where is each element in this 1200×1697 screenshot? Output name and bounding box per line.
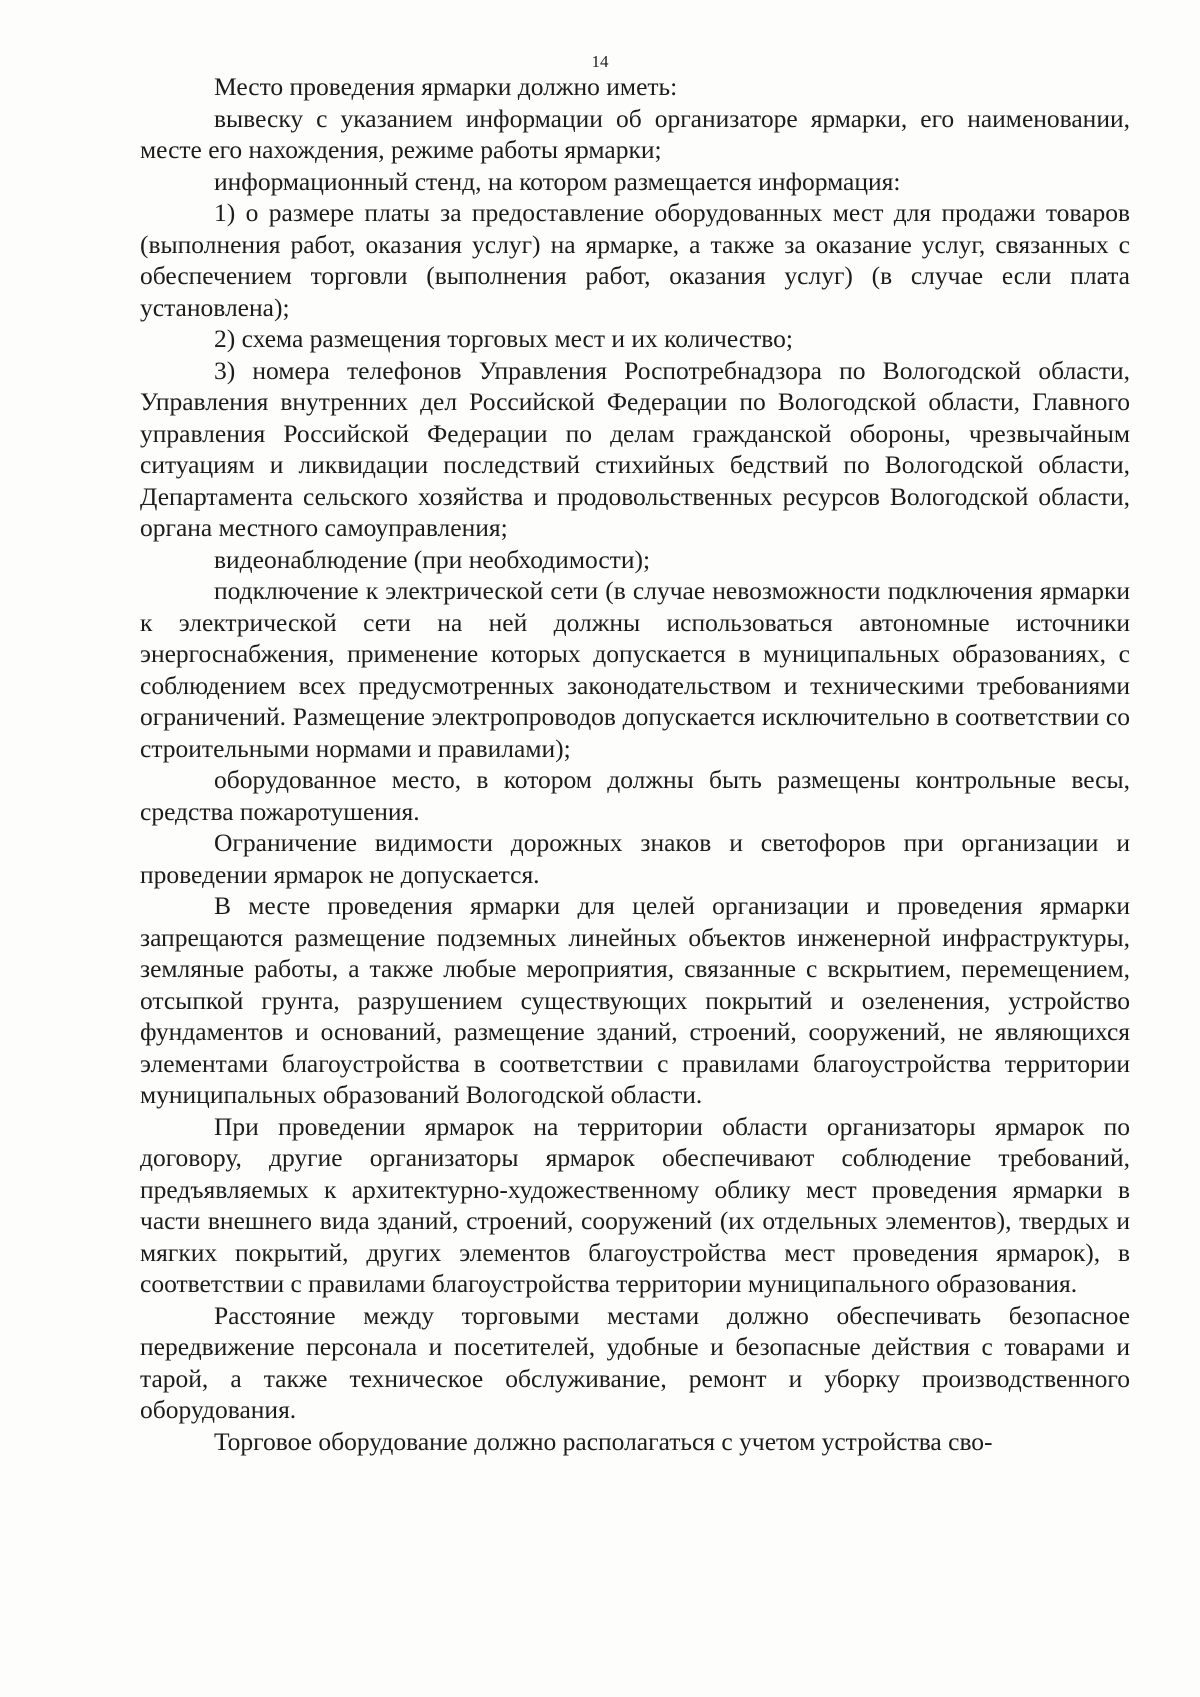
paragraph: Место проведения ярмарки должно иметь: [214,72,678,101]
body-text [140,71,1130,1457]
page-number: 14 [591,52,609,71]
paragraph: Ограничение видимости дорожных знаков и светофоров при организации и проведении ярмарок не допускается. [140,828,1130,889]
paragraph: оборудованное место, в котором должны быть размещены контрольные весы, средства пожаротушения. [140,765,1130,826]
paragraph: 3) номера телефонов Управления Роспотребнадзора по Вологодской области, Управления внутренних дел Российской Федерации по Вологодской области, Главного управления Российской Федерации по делам гражданской обороны, чрезвычайным ситуациям и ликвидации последствий стихийных бедствий по Вологодской области, Департамента сельского хозяйства и продовольственных ресурсов Вологодской области, органа местного самоуправления; [140,355,1130,542]
paragraph: вывеску с указанием информации об организаторе ярмарки, его наименовании, месте его нахождения, режиме работы ярмарки; [140,103,1130,164]
paragraph: Расстояние между торговыми местами должно обеспечивать безопасное передвижение персонала и посетителей, удобные и безопасные действия с товарами и тарой, а также техническое обслуживание, ремонт и уборку производственного оборудования. [140,1300,1130,1424]
paragraph: 1) о размере платы за предоставление оборудованных мест для продажи товаров (выполнения работ, оказания услуг) на ярмарке, а также за оказание услуг, связанных с обеспечением торговли (выполнения работ, оказания услуг) (в случае если плата установлена); [140,198,1130,322]
paragraph: видеонаблюдение (при необходимости); [214,544,651,574]
paragraph: 2) схема размещения торговых мест и их количество; [214,324,793,353]
paragraph: Торговое оборудование должно располагаться с учетом устройства сво- [214,1426,993,1456]
paragraph: При проведении ярмарок на территории области организаторы ярмарок по договору, другие организаторы ярмарок обеспечивают соблюдение требований, предъявляемых к архитектурно-художественному облику мест проведения ярмарки в части внешнего вида зданий, строений, сооружений (их отдельных элементов), твердых и мягких покрытий, других элементов благоустройства мест проведения ярмарок), в соответствии с правилами благоустройства территории муниципального образования. [140,1111,1130,1298]
paragraph: информационный стенд, на котором размещается информация: [214,166,901,196]
paragraph: подключение к электрической сети (в случае невозможности подключения ярмарки к электрической сети на ней должны использоваться автономные источники энергоснабжения, применение которых допускается в муниципальных образованиях, с соблюдением всех предусмотренных законодательством и техническими требованиями ограничений. Размещение электропроводов допускается исключительно в соответствии со строительными нормами и правилами); [140,576,1130,763]
paragraph: В месте проведения ярмарки для целей организации и проведения ярмарки запрещаются размещение подземных линейных объектов инженерной инфраструктуры, земляные работы, а также любые мероприятия, связанные с вскрытием, перемещением, отсыпкой грунта, разрушением существующих покрытий и озеленения, устройство фундаментов и оснований, размещение зданий, строений, сооружений, не являющихся элементами благоустройства в соответствии с правилами благоустройства территории муниципальных образований Вологодской области. [140,891,1130,1109]
